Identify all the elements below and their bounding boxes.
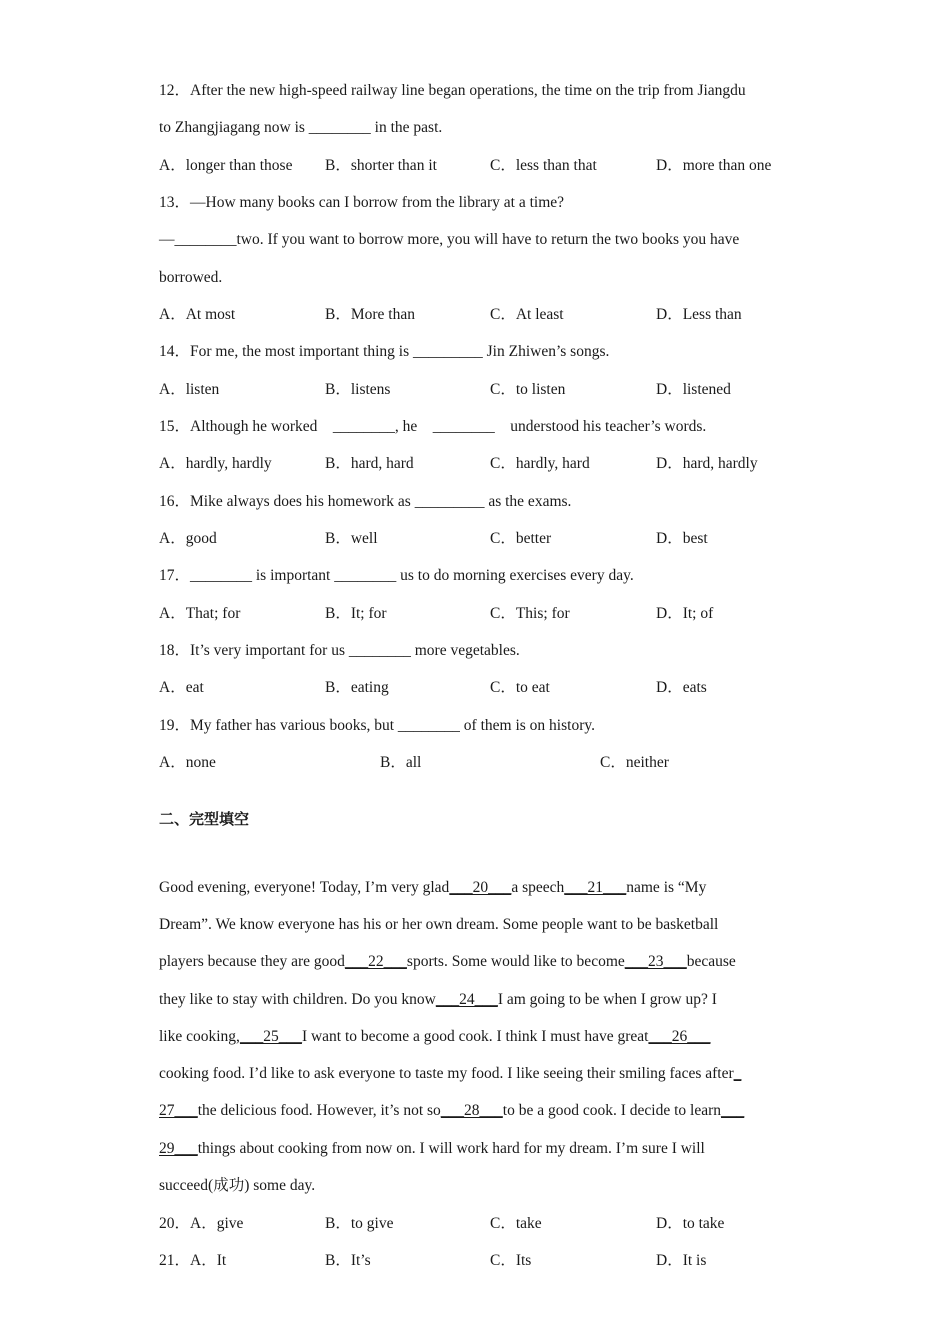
passage-text: name is “My <box>626 879 707 896</box>
question-12-option-b: B．shorter than it <box>325 157 437 174</box>
blank-25: ___25___ <box>239 1028 302 1045</box>
passage-text: sports. Some would like to become <box>406 953 625 970</box>
question-19-option-c: C．neither <box>600 754 669 771</box>
question-16-option-b: B．well <box>325 530 378 547</box>
question-18-option-b: B．eating <box>325 679 389 696</box>
question-21-option-d: D．It is <box>656 1252 707 1269</box>
passage-line-9 <box>159 1176 315 1196</box>
question-16-option-c: C．better <box>490 530 552 547</box>
question-14-option-d: D．listened <box>656 381 731 398</box>
blank-27-start: _ <box>733 1065 742 1082</box>
question-18-option-c: C．to eat <box>490 679 550 696</box>
passage-text: they like to stay with children. Do you know <box>159 991 436 1008</box>
passage-text: players because they are good <box>159 953 345 970</box>
question-16-option-d: D．best <box>656 530 708 547</box>
question-21-option-b: B．It’s <box>325 1252 371 1269</box>
passage-text: the delicious food. However, it’s not so <box>197 1102 441 1119</box>
passage-line-6 <box>159 1064 741 1084</box>
passage-line-8 <box>159 1139 705 1159</box>
passage-line-1 <box>159 878 706 898</box>
passage-line-3 <box>159 952 736 972</box>
question-17-option-c: C．This; for <box>490 605 570 622</box>
passage-line-7 <box>159 1101 744 1121</box>
passage-text: to be a good cook. I decide to learn <box>502 1102 722 1119</box>
passage-line-5 <box>159 1027 710 1047</box>
question-15-option-b: B．hard, hard <box>325 455 414 472</box>
question-12-stem: 12．After the new high-speed railway line began operations, the time on the trip from Jiangdu <box>159 82 746 99</box>
question-17-stem: 17．________ is important ________ us to do morning exercises every day. <box>159 567 634 584</box>
question-12-stem-cont: to Zhangjiagang now is ________ in the past. <box>159 119 443 136</box>
question-20-option-a: 20．A．give <box>159 1215 244 1232</box>
passage-line-4 <box>159 990 717 1010</box>
passage-text: a speech <box>511 879 565 896</box>
section-heading: 二、完型填空 <box>159 810 250 828</box>
passage-text: because <box>686 953 736 970</box>
question-21-option-c: C．Its <box>490 1252 532 1269</box>
question-15-option-c: C．hardly, hard <box>490 455 590 472</box>
question-19-option-b: B．all <box>380 754 422 771</box>
question-20-option-c: C．take <box>490 1215 542 1232</box>
question-17-option-a: A．That; for <box>159 605 241 622</box>
question-18-option-d: D．eats <box>656 679 707 696</box>
question-16-option-a: A．good <box>159 530 217 547</box>
question-18-option-a: A．eat <box>159 679 204 696</box>
question-19-stem: 19．My father has various books, but ________ of them is on history. <box>159 717 595 734</box>
blank-29: 29___ <box>159 1140 198 1157</box>
passage-line-2 <box>159 915 718 935</box>
question-13-option-d: D．Less than <box>656 306 742 323</box>
question-15-option-a: A．hardly, hardly <box>159 455 272 472</box>
question-14-option-b: B．listens <box>325 381 391 398</box>
blank-23: ___23___ <box>624 953 687 970</box>
blank-29-start: ___ <box>721 1102 745 1119</box>
blank-21: ___21___ <box>564 879 627 896</box>
blank-26: ___26___ <box>648 1028 711 1045</box>
question-20-option-d: D．to take <box>656 1215 725 1232</box>
question-12-option-c: C．less than that <box>490 157 597 174</box>
question-13-option-c: C．At least <box>490 306 564 323</box>
passage-text: cooking food. I’d like to ask everyone to taste my food. I like seeing their smiling faces after <box>159 1065 734 1082</box>
blank-28: ___28___ <box>440 1102 503 1119</box>
question-14-option-a: A．listen <box>159 381 220 398</box>
question-13-stem-cont2: borrowed. <box>159 269 223 286</box>
passage-text: I am going to be when I grow up? I <box>497 991 717 1008</box>
passage-text: things about cooking from now on. I will work hard for my dream. I’m sure I will <box>197 1140 705 1157</box>
question-17-option-d: D．It; of <box>656 605 714 622</box>
question-13-option-b: B．More than <box>325 306 415 323</box>
question-14-option-c: C．to listen <box>490 381 566 398</box>
question-13-option-a: A．At most <box>159 306 236 323</box>
blank-24: ___24___ <box>435 991 498 1008</box>
question-14-stem: 14．For me, the most important thing is _________ Jin Zhiwen’s songs. <box>159 343 610 360</box>
question-13-stem-cont: —________two. If you want to borrow more, you will have to return the two books you have <box>159 231 740 248</box>
blank-20: ___20___ <box>449 879 512 896</box>
question-12-option-a: A．longer than those <box>159 157 293 174</box>
passage-text: Good evening, everyone! Today, I’m very glad <box>159 879 450 896</box>
question-15-option-d: D．hard, hardly <box>656 455 758 472</box>
question-20-option-b: B．to give <box>325 1215 394 1232</box>
question-13-stem: 13．—How many books can I borrow from the library at a time? <box>159 194 565 211</box>
passage-text: Dream”. We know everyone has his or her own dream. Some people want to be basketball <box>159 916 719 933</box>
passage-text: succeed(成功) some day. <box>159 1177 316 1194</box>
blank-27: 27___ <box>159 1102 198 1119</box>
question-21-option-a: 21．A．It <box>159 1252 227 1269</box>
question-16-stem: 16．Mike always does his homework as _________ as the exams. <box>159 493 572 510</box>
question-12-option-d: D．more than one <box>656 157 772 174</box>
blank-22: ___22___ <box>344 953 407 970</box>
question-15-stem: 15．Although he worked ________, he ________ understood his teacher’s words. <box>159 418 707 435</box>
passage-text: like cooking, <box>159 1028 240 1045</box>
question-19-option-a: A．none <box>159 754 216 771</box>
question-18-stem: 18．It’s very important for us ________ more vegetables. <box>159 642 520 659</box>
passage-text: I want to become a good cook. I think I must have great <box>301 1028 649 1045</box>
question-17-option-b: B．It; for <box>325 605 387 622</box>
